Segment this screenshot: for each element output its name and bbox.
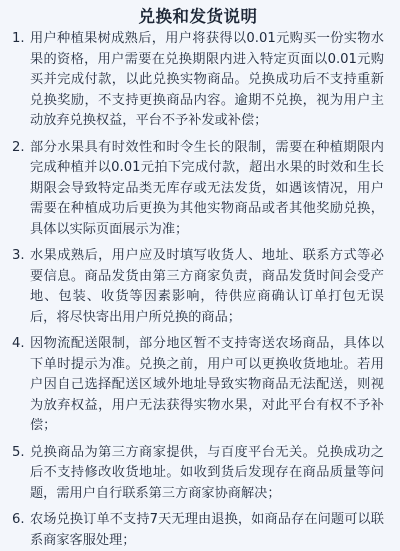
rule-item-2 [12,138,384,241]
rule-number: 5. [12,444,25,460]
rules-list [12,29,384,551]
rule-number: 4. [12,336,25,351]
rule-text: 用户种植果树成熟后，用户将获得以0.01元购买一份实物水果的资格，用户需要在兑换期限内进入特定页面以0.01元购买并完成付款，以此兑换实物商品。兑换成功后不支持重新兑换奖励，不支持更换商品内容。逾期不兑换，视为用户主动放弃兑换权益，平台不予补发或补偿； [30,31,384,128]
rule-number: 1. [12,31,25,46]
rule-item-6 [12,510,384,551]
rule-item-1 [12,29,384,132]
rule-number: 6. [12,512,25,527]
rule-item-5 [12,443,384,505]
rule-text: 因物流配送限制，部分地区暂不支持寄送农场商品，具体以下单时提示为准。兑换之前，用户可以更换收货地址。若用户因自己选择配送区域外地址导致实物商品无法配送，则视为放弃权益，用户无法获得实物水果，对此平台有权不予补偿； [30,336,384,433]
rule-number: 2. [12,139,25,155]
rule-text: 农场兑换订单不支持7天无理由退换，如商品存在问题可以联系商家客服处理； [30,512,384,548]
rule-text: 部分水果具有时效性和时令生长的限制，需要在种植期限内完成种植并以0.01元拍下完成付款，超出水果的时效和生长期限会导致特定品类无库存或无法发货，如遇该情况，用户需要在种植成功后更换为其他实物商品或者其他奖励兑换，具体以实际页面展示为准； [30,139,384,237]
rule-number: 3. [12,248,25,263]
rule-text: 兑换商品为第三方商家提供，与百度平台无关。兑换成功之后不支持修改收货地址。如收到货后发现存在商品质量等问题，需用户自行联系第三方商家协商解决； [30,444,384,501]
page-title: 兑换和发货说明 [138,7,258,26]
rule-item-3 [12,246,384,328]
rule-item-4 [12,334,384,437]
rule-text: 水果成熟后，用户应及时填写收货人、地址、联系方式等必要信息。商品发货由第三方商家负责，商品发货时间会受产地、包装、收货等因素影响，待供应商确认订单打包无误后，将尽快寄出用户所兑换的商品； [30,248,384,325]
